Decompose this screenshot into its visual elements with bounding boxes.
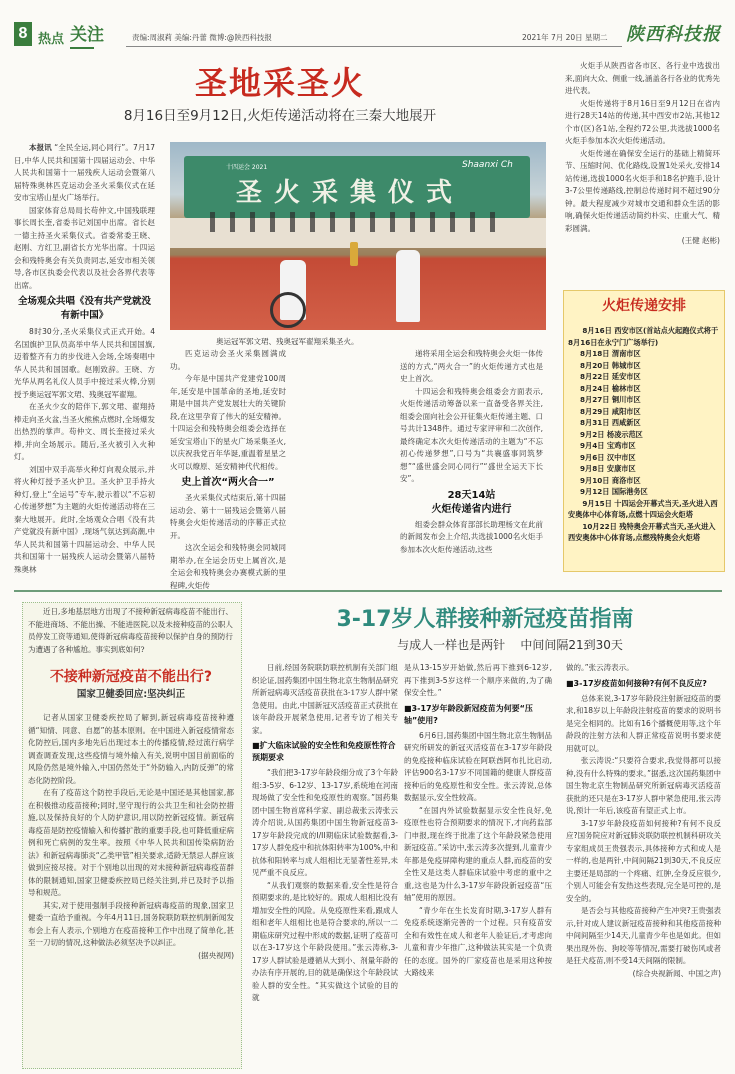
header-rule	[126, 46, 622, 47]
schedule-item: 8月27日 铜川市区	[580, 395, 641, 404]
schedule-item: 8月16日 西安市区(首站点火起跑仪式将于8月16日在永宁门广场举行)	[568, 326, 719, 347]
schedule-item: 8月18日 渭南市区	[580, 349, 641, 358]
paragraph: 组委会群众体育部部长助理杨文在此前的新闻发布会上介绍,共选拔1000名火炬手参加本次火炬传递活动,这些	[400, 519, 543, 554]
paragraph: 在有了疫苗这个防控手段后,无论是中国还是其他国家,都在积极推动疫苗接种;同时,坚守现行的公共卫生和社会防控措施,以及保持良好的个人防护意识,用以防控新冠疫情。新冠病毒疫苗是防控疫情输入和传播扩散的重要手段,也可降低重症病例和死亡病例的发生率。按照《中华人民共和国传染病防治法》和新冠病毒肺炎“乙类甲管”相关要求,适龄无禁忌人群应该做到应接尽接。对于个别地以出现的对未接种新冠病毒疫苗群体的限制通知,国家卫健委疾控局已经关注到,并已及时予以指导和规范。	[28, 788, 234, 897]
paragraph: 递将采用全运会和残特奥会火炬一体传送的方式,“两火合一”的火炬传递方式也是史上首次。	[400, 349, 543, 383]
torch-schedule-box	[563, 290, 725, 572]
article3-column-3	[566, 662, 721, 980]
subheading: ■3-17岁疫苗如何接种?有何不良反应?	[566, 678, 707, 688]
schedule-item: 9月4日 宝鸡市区	[580, 441, 636, 450]
paragraph: 火炬手从陕西省各市区、各行业中选拔出来,面向大众、侧重一线,涵盖各行各业的优秀先进代表。	[565, 61, 720, 95]
paragraph: “全民全运,同心同行”。7月17日,中华人民共和国第十四届运动会、中华人民共和国第十一届残疾人运动会暨第八届特殊奥林匹克运动会圣火采集仪式在延安市宝塔山星火广场举行。	[14, 143, 155, 202]
paragraph: 火炬传递在确保安全运行的基础上精简环节、压缩时间、优化路线,设置1处采火,安排14站传递,选拔1000名火炬手和18名护跑手,设计3-7公里传递路线,控制总传递时间不超过90分钟。最大程度减少对城市交通和群众生活的影响,确保火炬传递活动简约朴实、庄重大气、精彩圆满。	[565, 148, 720, 233]
photo-banner-text: 圣火采集仪式	[235, 178, 464, 208]
article3-column-1	[252, 662, 398, 1005]
newspaper-logo: 陕西科技报	[626, 24, 721, 45]
schedule-item: 8月29日 咸阳市区	[580, 406, 641, 416]
torch-icon	[350, 242, 358, 266]
schedule-item: 9月6日 汉中市区	[580, 452, 636, 462]
page-header	[14, 14, 722, 48]
article2-body	[28, 712, 234, 962]
schedule-item: 9月12日 国际港务区	[580, 487, 648, 496]
paragraph: 其实,对于使用强制手段接种新冠病毒疫苗的现象,国家卫健委一直给予重视。今年4月11日,国务院联防联控机制新闻发布会上有人表示,个别地方在疫苗接种工作中出现了简单化,甚至一刀切的情况,这种做法必须坚决予以纠正。	[28, 900, 234, 947]
paragraph: 今年是中国共产党建党100周年,延安是中国革命的圣地,延安时期是中国共产党发展壮大的关键阶段,在这里孕育了伟大的延安精神。十四运会和残特奥会组委会选择在延安宝塔山下的星火广场采集圣火,以庆祝我党百年华诞,重温着星星之火可以燎原、延安精神代代相传。	[170, 374, 286, 471]
subheading: 28天14站	[447, 489, 496, 501]
header-credits: 责编:周淑莉 美编:丹蕾 微博:@陕西科技报	[132, 33, 272, 42]
paragraph: 是从13-15岁开始做,然后再下推到6-12岁,再下推到3-5岁这样一个顺序来做的,为了确保安全性。”	[404, 663, 552, 697]
byline: (综合央视新闻、中国之声)	[632, 968, 721, 978]
article1-column-2	[170, 348, 286, 592]
paragraph: 做的。”张云涛表示。	[566, 663, 634, 672]
paragraph: 是否会与其他疫苗接种产生冲突?王贵强表示,针对成人建议新冠疫苗接种和其他疫苗接种中间间隔至少14天,儿童青少年也是如此。但如果出现外伤、狗咬等等情况,需要打破伤风或者是狂犬疫苗,则不受14天间隔的限制。	[566, 906, 721, 965]
paragraph: 总体来说,3-17岁年龄段注射新冠疫苗的要求,和18岁以上年龄段注射疫苗的要求的说明书是完全相同的。比如有16个播概使用等,这个年龄段的注射方法和人群正常疫苗说明书要求使用就可以。	[566, 693, 721, 753]
paragraph: “从我们观察的数据来看,安全性是符合预期要求的,是比较好的。跟成人组相比没有增加安全性的风险。从免疫原性来看,跟成人组和老年人组相比也是符合要求的,所以一二期临床研究过程中形成的数据,证明了疫苗可以在3-17岁这个年龄段使用。”张云涛称,3-17岁人群试验是遵循从大到小、剂量年龄的办法有序开展的,目的就是确保这个年龄段试验人群的安全性。“其实做这个试验的目的就	[252, 880, 398, 1002]
paragraph: 匹克运动会圣火采集圆满成功。	[170, 349, 286, 371]
torchbearer-figure-2	[396, 250, 420, 322]
paragraph: 火炬传递将于8月16日至9月12日在省内进行28天14站的传递,其中西安市2站,其他12个市(区)各1站,全程约72公里,共选拔1000名火炬手参加本次火炬传递活动。	[565, 98, 720, 145]
schedule-item: 10月22日 残特奥会开幕式当天,圣火进入西安奥体中心体育场,点燃残特奥会火炬塔	[568, 521, 716, 542]
schedule-item: 9月8日 安康市区	[580, 464, 636, 473]
paragraph: 记者从国家卫健委疾控局了解到,新冠病毒疫苗接种遵循“知情、同意、自愿”的基本原则。在中国进入新冠疫情常态化防控后,国内多地先后出现过本土的传播疫情,经过流行病学调查调查发现,这些疫情与境外输入有关,说明中国目前面临的风险仍然是境外输入,中国仍然处于“外防输入,内防反弹”的常态化防控阶段。	[28, 713, 234, 785]
subheading: ■3-17岁年龄段新冠疫苗为何要“压轴”使用?	[404, 703, 533, 725]
header-date: 2021年 7月 20日 星期二	[522, 33, 608, 42]
article2-subtitle: 国家卫健委回应:坚决纠正	[76, 689, 186, 700]
page-number-badge: 8	[14, 22, 32, 46]
section-underline	[70, 47, 94, 49]
paragraph: 在圣火少女的陪伴下,郭文珺、翟翔持棒走向圣火盆,当圣火熊熊点燃时,全场爆发出热烈的掌声。苟仲文、周长奎接过采火棒,并向全场展示。随后,圣火被引入火种灯。	[14, 402, 155, 461]
schedule-title: 火炬传递安排	[602, 298, 686, 314]
section-divider	[14, 590, 722, 592]
lead-tag: 本报讯	[29, 143, 52, 152]
paragraph: 国家体育总局局长苟仲文,中国残联理事长周长奎,省委书记刘国中出席。省长赵一德主持圣火采集仪式。省委常委王晓、赵刚、方红卫,副省长方光华出席。十四运会和残特奥会有关负责同志,延安市相关领导,各市区执委会代表以及社会各界代表等出席。	[14, 205, 155, 290]
article2-title: 不接种新冠疫苗不能出行?	[49, 669, 213, 685]
article1-column-3	[400, 348, 543, 556]
photo-caption: 奥运冠军郭文珺、残奥冠军翟翔采集圣火。	[216, 337, 359, 346]
schedule-item: 9月10日 商洛市区	[580, 475, 641, 485]
schedule-item: 8月22日 延安市区	[580, 372, 641, 381]
paragraph: “青少年在生长发育时期,3-17岁人群有免疫系统逐渐完善的一个过程。只有疫苗安全和有效性在成人和老年人验证后,才考虑向儿童和青少年推广,这种做法其实是一个负责任的态度。国外的厂家疫苗也是采用这种按大路线来	[404, 905, 552, 977]
schedule-item: 9月2日 杨凌示范区	[580, 429, 643, 439]
article1-subtitle: 8月16日至9月12日,火炬传递活动将在三秦大地展开	[123, 108, 437, 124]
paragraph: 3-17岁年龄段疫苗如何接种?有何不良反应?国务院应对新冠肺炎联防联控机制科研攻关专家组成员王贵强表示,具体接种方式和成人是一样的,也是两针,中间间隔21到30天,不良反应主要还是局部的一个疼痛、红肿,全身反应很少,个别人可能会有发热这些表现,完全是可控的,是安全的。	[566, 818, 721, 903]
article3-subtitle: 与成人一样也是两针 中间间隔21到30天	[397, 638, 623, 652]
schedule-item: 8月20日 韩城市区	[580, 360, 641, 370]
section-hot: 热点	[38, 32, 65, 47]
section-focus: 关注	[70, 25, 104, 45]
article2-intro: 近日,多地基层地方出现了不接种新冠病毒疫苗不能出行、不能进商场、不能出操、不能进医院,以及未接种疫苗的公职人员停发工资等通知,使得新冠病毒疫苗接种以保护自身的预防行为遭遇了各种尴尬。事实到底如何?	[28, 607, 233, 654]
photo-banner-small: 十四运会 2021	[226, 164, 268, 171]
subheading: 火炬传递省内进行	[431, 503, 512, 515]
byline: (王健 赵彬)	[681, 236, 720, 245]
schedule-item: 8月24日 榆林市区	[580, 383, 641, 393]
article1-column-4	[565, 60, 720, 248]
paragraph: 十四运会和残特奥会组委会方面表示,火炬传递活动筹备以来一直备受各界关注,组委会面向社会公开征集火炬传递主题、口号共计1348件。通过专家评审和二次创作,最终确定本次火炬传递活动的主题为“不忘初心传递梦想”,口号为“共襄盛事同筑梦想”“盛世盛会同心同行”“盛世全运天下长安”。	[400, 386, 543, 483]
schedule-items	[568, 348, 720, 498]
paragraph: 张云涛说:“只要符合要求,我觉得都可以接种,没有什么特殊的要求。”据悉,这次国药集团中国生物北京生物制品研究所新冠病毒灭活疫苗获批的还只是在3-17岁人群中紧急使用,张云涛说,预计一年后,该疫苗有望正式上市。	[566, 756, 721, 815]
ceremony-photo	[170, 142, 546, 330]
byline: (据央视网)	[198, 950, 234, 960]
paragraph: “我们把3-17岁年龄段细分成了3个年龄组:3-5岁、6-12岁、13-17岁,系统地在河南现场做了安全性和免疫原性的观察。”国药集团中国生物首席科学家、副总裁张云涛张云涛介绍说,从国药集团中国生物新冠疫苗3-17岁年龄段完成的I/II期临床试验数据看,3-17岁人群免疫中和抗体阳转率为100%,中和抗体和阳转率与成人组相比无显著性差异,未见严重不良反应。	[252, 768, 398, 877]
article3-title: 3-17岁人群接种新冠疫苗指南	[336, 607, 634, 632]
schedule-list	[568, 325, 720, 544]
wheelchair-icon	[270, 292, 306, 328]
subheading: ■扩大临床试验的安全性和免疫原性符合预期要求	[252, 741, 396, 762]
article1-column-1	[14, 142, 155, 576]
article3-column-2	[404, 662, 552, 980]
paragraph: 刘国中双手高举火种灯向观众展示,并将火种灯授予圣火护卫。圣火护卫手持火种灯,登上“全运号”专车,驶示着以“不忘初心传递梦想”为主题的火炬传递活动将在三秦大地展开。此时,全场观众合唱《没有共产党就没有新中国》,现场气氛达到高潮,中华人民共和国第十四届运动会、中华人民共和国第十一届残疾人运动会暨第八届特殊奥林	[14, 464, 155, 574]
photo-brand-text: Shaanxi Ch	[462, 160, 513, 170]
paragraph: 8时30分,圣火采集仪式正式开始。4名国旗护卫队员高举中华人民共和国国旗,迈着整齐有力的步伐进入会场,全场奏唱中华人民共和国国歌。赵刚致辞。王晓、方光华从两名礼仪人员手中接过采火棒,分别授予奥运冠军郭文珺、残奥冠军翟翔。	[14, 327, 155, 399]
paragraph: 这次全运会和残特奥会同城同期举办,在全运会历史上属首次,是全运会和残特奥会办赛模式新的里程碑,火炬传	[170, 543, 286, 590]
photo-people-row	[210, 212, 510, 232]
paragraph: “在国内外试验数据显示安全性良好,免疫原性也符合预期要求的情况下,才向药监部门申报,现在终于批准了这个年龄段紧急使用新冠疫苗。”采访中,张云涛多次提到,儿童青少年都是免疫屏障构建的重点人群,而疫苗的安全性又是这类人群临床试验中考虑的重中之重,这也是为什么3-17岁年龄段新冠疫苗“压轴”使用的原因。	[404, 805, 552, 902]
paragraph: 6月6日,国药集团中国生物北京生物制品研究所研发的新冠灭活疫苗在3-17岁年龄段的免疫接种临床试验在阿联酋阿布扎比启动,评估900名3-17岁不同国籍的健康人群疫苗接种后的免疫原性和安全性。张云涛说,总体数据显示,安全性较高。	[404, 730, 552, 802]
article1-title: 圣地采圣火	[194, 64, 365, 102]
schedule-item: 9月15日 十四运会开幕式当天,圣火进入西安奥体中心体育场,点燃十四运会火炬塔	[568, 498, 718, 519]
paragraph: 圣火采集仪式结束后,第十四届运动会、第十一届残运会暨第八届特奥会火炬传递活动的序幕正式拉开。	[170, 493, 286, 540]
schedule-item: 8月31日 西咸新区	[580, 418, 641, 427]
subheading: 史上首次“两火合一”	[181, 477, 275, 488]
article3-intro: 日前,经国务院联防联控机制有关部门组织论证,国药集团中国生物北京生物制品研究所新冠病毒灭活疫苗获批在3-17岁人群中紧急使用。由此,中国新冠灭活疫苗正式获批在该年龄段开展紧急使用,记者专访了相关专家。	[252, 663, 398, 735]
subheading: 全场观众共唱《没有共产党就没有新中国》	[17, 296, 151, 321]
